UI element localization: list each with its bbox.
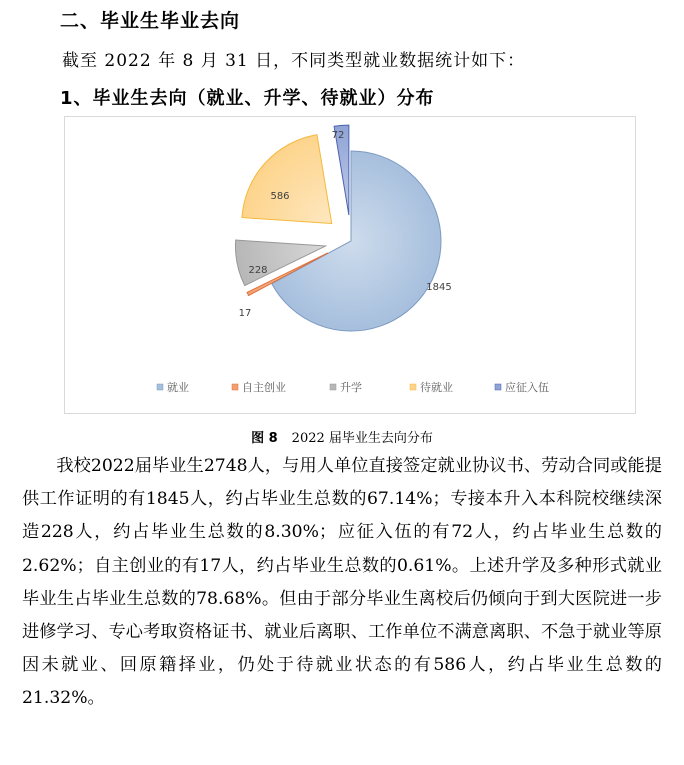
- figure-number: 图 8: [251, 431, 278, 446]
- slice-value-label: 17: [238, 308, 252, 319]
- slice-value-label: 1845: [426, 282, 452, 293]
- body-paragraph: 我校2022届毕业生2748人，与用人单位直接签定就业协议书、劳动合同或能提供工作证明的有1845人，约占毕业生总数的67.14%；专接本升入本科院校继续深造228人，约占毕业生总数的8.30%；应征入伍的有72人，约占毕业生总数的2.62%；自主创业的有17人，约占毕业生总数的0.61%。上述升学及多种形式就业毕业生占毕业生总数的78.68%。但由于部分毕业生离校后仍倾向于到大医院进一步进修学习、专心考取资格证书、就业后离职、工作单位不满意离职、不急于就业等原因未就业、回原籍择业，仍处于待就业状态的有586人，约占毕业生总数的21.32%。: [22, 456, 662, 709]
- legend-item-2: [330, 380, 362, 394]
- legend-swatch: [232, 384, 238, 390]
- legend-swatch: [330, 384, 336, 390]
- figure-title: 2022 届毕业生去向分布: [291, 431, 433, 446]
- legend-item-4: [495, 380, 549, 394]
- legend-label: 升学: [340, 381, 362, 394]
- legend-item-0: [157, 380, 189, 394]
- pie-chart-canvas: [65, 117, 637, 415]
- legend-swatch: [410, 384, 416, 390]
- pie-chart: [64, 116, 636, 414]
- intro-text: 截至 2022 年 8 月 31 日，不同类型就业数据统计如下：: [62, 51, 526, 71]
- legend-swatch: [157, 384, 163, 390]
- slice-value-label: 586: [270, 191, 290, 202]
- legend-label: 自主创业: [242, 381, 286, 394]
- legend-label: 待就业: [420, 381, 453, 394]
- legend-item-1: [232, 380, 286, 394]
- legend-label: 应征入伍: [505, 381, 549, 394]
- slice-value-label: 228: [248, 265, 268, 276]
- pie-slice-3: [242, 135, 332, 224]
- slice-value-label: 72: [331, 130, 345, 141]
- legend-swatch: [495, 384, 501, 390]
- figure-caption: [0, 427, 684, 446]
- legend-label: 就业: [167, 381, 189, 394]
- legend-item-3: [410, 380, 453, 394]
- subsection-title: 1、毕业生去向（就业、升学、待就业）分布: [60, 88, 435, 109]
- section-title: 二、毕业生毕业去向: [60, 10, 241, 32]
